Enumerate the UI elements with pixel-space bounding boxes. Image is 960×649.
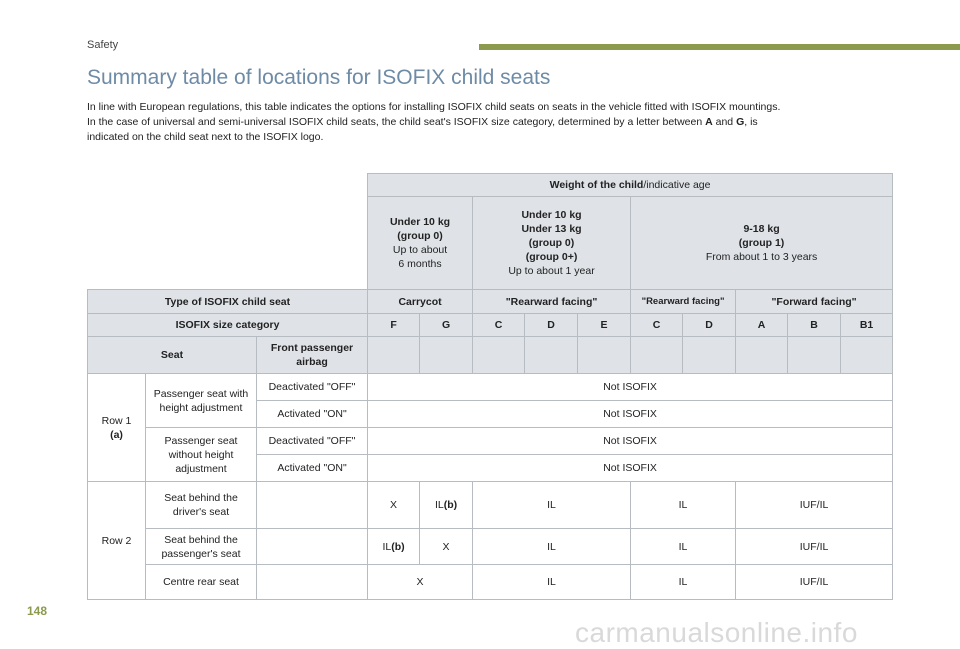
watermark: carmanualsonline.info xyxy=(575,617,858,648)
type-carrycot: Carrycot xyxy=(368,290,473,314)
value-cell: IUF/IL xyxy=(736,529,893,565)
intro-line-2-end: , is xyxy=(744,116,758,128)
weight-group-2-line: 9-18 kg xyxy=(743,223,780,235)
weight-group-1-line: (group 0) xyxy=(528,237,575,249)
empty-cell xyxy=(683,337,736,374)
section-color-bar xyxy=(479,44,960,50)
value-note: (b) xyxy=(443,499,458,511)
letter-g: G xyxy=(736,116,745,128)
size-cell: B1 xyxy=(841,314,893,337)
intro-line-2-and: and xyxy=(712,116,737,128)
size-cell: D xyxy=(525,314,578,337)
value-cell: IL xyxy=(631,565,736,600)
airbag-off: Deactivated "OFF" xyxy=(257,374,368,401)
weight-group-1 xyxy=(631,197,893,290)
airbag-on: Activated "ON" xyxy=(257,401,368,428)
seat-name: Passenger seat without height adjustment xyxy=(146,428,257,482)
seat-name: Seat behind the passenger's seat xyxy=(146,529,257,565)
airbag-on: Activated "ON" xyxy=(257,455,368,482)
weight-header-rest: /indicative age xyxy=(643,179,711,191)
seat-name: Seat behind the driver's seat xyxy=(146,482,257,529)
row2-label: Row 2 xyxy=(88,482,146,600)
value-cell xyxy=(368,529,420,565)
value-cell: IUF/IL xyxy=(736,565,893,600)
size-category-label: ISOFIX size category xyxy=(88,314,368,337)
size-cell: F xyxy=(368,314,420,337)
value-cell: X xyxy=(420,529,473,565)
empty-cell xyxy=(257,482,368,529)
empty-cell xyxy=(578,337,631,374)
size-cell: A xyxy=(736,314,788,337)
seat-label: Seat xyxy=(88,337,257,374)
row1-note: (a) xyxy=(110,428,123,441)
value-cell: IL xyxy=(473,565,631,600)
airbag-off: Deactivated "OFF" xyxy=(257,428,368,455)
weight-group-0-line: Under 10 kg xyxy=(389,216,451,228)
intro-line-1: In line with European regulations, this table indicates the options for installing ISOFIX child seats on seats in the vehicle fitted with ISOFIX mountings. xyxy=(87,101,781,113)
page-title: Summary table of locations for ISOFIX child seats xyxy=(87,66,551,89)
empty-cell xyxy=(257,529,368,565)
weight-group-1-line: (group 0+) xyxy=(525,251,578,263)
letter-a: A xyxy=(705,116,713,128)
empty-cell xyxy=(473,337,525,374)
value-text: IL xyxy=(382,540,392,553)
weight-group-2-line: (group 1) xyxy=(738,237,785,249)
isofix-table xyxy=(87,173,893,600)
weight-group-0-line: 6 months xyxy=(398,258,442,270)
value-cell xyxy=(420,482,473,529)
intro-line-2-text: In the case of universal and semi-universal ISOFIX child seats, the child seat's ISOFIX size category, determined by a letter between xyxy=(87,116,706,128)
size-cell: E xyxy=(578,314,631,337)
size-cell: B xyxy=(788,314,841,337)
type-rearward-facing: "Rearward facing" xyxy=(473,290,631,314)
empty-cell xyxy=(841,337,893,374)
empty-cell xyxy=(788,337,841,374)
weight-group-0 xyxy=(368,197,473,290)
not-isofix: Not ISOFIX xyxy=(368,374,893,401)
empty-cell xyxy=(420,337,473,374)
row1-label: Row 1 xyxy=(101,414,132,427)
size-cell: C xyxy=(631,314,683,337)
intro-paragraph xyxy=(87,100,892,145)
weight-header-bold: Weight of the child xyxy=(549,179,644,191)
weight-group-2-line: From about 1 to 3 years xyxy=(705,251,818,263)
value-cell: X xyxy=(368,565,473,600)
row1-label-cell xyxy=(88,374,146,482)
size-cell: C xyxy=(473,314,525,337)
intro-line-2 xyxy=(87,115,892,130)
empty-cell xyxy=(368,337,420,374)
weight-group-0-line: Up to about xyxy=(392,244,448,256)
value-cell: IL xyxy=(631,482,736,529)
airbag-label: Front passenger airbag xyxy=(257,337,368,374)
value-cell: IL xyxy=(631,529,736,565)
empty-cell xyxy=(631,337,683,374)
size-cell: D xyxy=(683,314,736,337)
weight-group-1-line: Up to about 1 year xyxy=(508,265,595,277)
value-cell: IUF/IL xyxy=(736,482,893,529)
empty-cell xyxy=(525,337,578,374)
value-cell: X xyxy=(368,482,420,529)
weight-group-1-line: Under 13 kg xyxy=(521,223,582,235)
value-note: (b) xyxy=(391,540,405,553)
section-label: Safety xyxy=(87,39,119,51)
intro-line-3: indicated on the child seat next to the ISOFIX logo. xyxy=(87,131,324,143)
weight-group-1-line: Under 10 kg xyxy=(521,209,582,221)
not-isofix: Not ISOFIX xyxy=(368,428,893,455)
size-cell: G xyxy=(420,314,473,337)
value-text: IL xyxy=(434,499,444,511)
weight-group-0plus xyxy=(473,197,631,290)
weight-group-0-line: (group 0) xyxy=(397,230,443,242)
empty-cell xyxy=(257,565,368,600)
value-cell: IL xyxy=(473,482,631,529)
value-cell: IL xyxy=(473,529,631,565)
seat-name: Passenger seat with height adjustment xyxy=(146,374,257,428)
empty-cell xyxy=(736,337,788,374)
seat-name: Centre rear seat xyxy=(146,565,257,600)
type-rearward-facing: "Rearward facing" xyxy=(631,290,736,314)
not-isofix: Not ISOFIX xyxy=(368,401,893,428)
type-label: Type of ISOFIX child seat xyxy=(88,290,368,314)
weight-header xyxy=(368,174,893,197)
page-number: 148 xyxy=(27,604,48,618)
type-forward-facing: "Forward facing" xyxy=(736,290,893,314)
not-isofix: Not ISOFIX xyxy=(368,455,893,482)
